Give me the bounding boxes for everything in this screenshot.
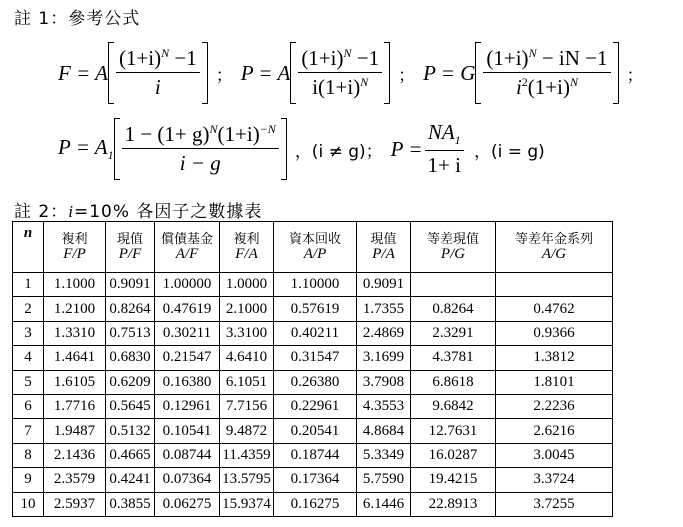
table-cell: 0.6830	[106, 346, 155, 370]
row-n-cell: 1	[13, 273, 44, 297]
note-1-heading: 註 1：參考公式	[14, 9, 141, 29]
formula-geo-exp: N	[209, 122, 218, 136]
note-2-heading: 註 2：i=10% 各因子之數據表	[14, 202, 263, 222]
table-cell: 1.1000	[44, 273, 106, 297]
table-cell: 1.6105	[44, 370, 106, 394]
header-col-8: 等差年金系列 A/G	[496, 222, 613, 273]
table-cell: 0.20541	[274, 419, 357, 443]
formula-pg-fraction	[483, 46, 610, 100]
table-cell: 0.57619	[274, 297, 357, 321]
formula-pg-den-sq: 2	[521, 75, 528, 89]
formula-pg-numerator: (1+i)	[486, 46, 529, 70]
table-cell: 0.10541	[155, 419, 220, 443]
row-n-cell: 6	[13, 394, 44, 418]
table-cell: 9.6842	[411, 394, 496, 418]
table-cell: 0.5645	[106, 394, 155, 418]
formula-geo-numerator: 1 − (1+ g)	[124, 122, 210, 146]
table-cell: 2.2236	[496, 394, 613, 418]
table-cell: 6.1051	[220, 370, 274, 394]
table-cell: 1.9487	[44, 419, 106, 443]
table-cell: 0.22961	[274, 394, 357, 418]
table-cell: 12.7631	[411, 419, 496, 443]
table-cell: 0.4762	[496, 297, 613, 321]
table-cell: 9.4872	[220, 419, 274, 443]
formula-p-denominator: i(1+i)	[312, 75, 361, 99]
formula-f-denominator: i	[154, 75, 161, 99]
header-col-1: 複利 F/P	[44, 222, 106, 273]
table-cell: 0.26380	[274, 370, 357, 394]
formula-eq-numerator-sub: 1	[454, 133, 461, 148]
interest-factor-table	[12, 221, 613, 517]
table-cell: 16.0287	[411, 443, 496, 467]
table-row	[13, 346, 613, 370]
table-cell: 6.8618	[411, 370, 496, 394]
formula-eq-denominator: 1+ i	[427, 152, 461, 177]
table-cell: 0.40211	[274, 321, 357, 345]
formula-geo-lhs: $P = A_1$	[58, 134, 114, 163]
table-cell: 1.2100	[44, 297, 106, 321]
formula-geo-denominator: i − g	[179, 151, 221, 175]
table-cell: 7.7156	[220, 394, 274, 418]
table-cell: 0.06275	[155, 492, 220, 516]
table-cell: 6.1446	[357, 492, 411, 516]
formula-p-bracket	[290, 46, 390, 100]
table-cell: 0.9366	[496, 321, 613, 345]
formula-pg-den-exp: N	[569, 75, 578, 89]
table-cell: 0.8264	[106, 297, 155, 321]
table-cell: 0.6209	[106, 370, 155, 394]
row-n-cell: 7	[13, 419, 44, 443]
table-cell: 0.31547	[274, 346, 357, 370]
formula-separator-1: ；	[215, 65, 233, 86]
table-cell: 19.4215	[411, 468, 496, 492]
table-cell: 2.1436	[44, 443, 106, 467]
table-cell: 0.16275	[274, 492, 357, 516]
table-row	[13, 419, 613, 443]
table-cell: 1.7716	[44, 394, 106, 418]
table-cell: 0.47619	[155, 297, 220, 321]
table-row	[13, 370, 613, 394]
table-cell: 1.10000	[274, 273, 357, 297]
row-n-cell: 5	[13, 370, 44, 394]
formula-geo-lhs-sub: 1	[107, 148, 114, 163]
table-cell: 0.12961	[155, 394, 220, 418]
table-cell: 5.3349	[357, 443, 411, 467]
table-cell: 1.00000	[155, 273, 220, 297]
formula-geo-exp-2: −N	[259, 122, 276, 136]
formula-geo-numerator-mid: (1+i)	[217, 122, 260, 146]
table-cell: 2.4869	[357, 321, 411, 345]
formula-f-lhs: F = A	[58, 60, 108, 85]
table-cell: 0.8264	[411, 297, 496, 321]
formula-f-fraction	[116, 46, 200, 100]
table-cell: 0.30211	[155, 321, 220, 345]
header-col-5: 資本回收 A/P	[274, 222, 357, 273]
table-cell: 0.08744	[155, 443, 220, 467]
table-cell: 4.3781	[411, 346, 496, 370]
table-cell: 1.4641	[44, 346, 106, 370]
table-cell: 0.21547	[155, 346, 220, 370]
formula-pg-den-i: i	[515, 75, 522, 99]
table-row	[13, 394, 613, 418]
table-row	[13, 321, 613, 345]
formula-separator-2: ；	[398, 65, 416, 86]
table-cell	[496, 273, 613, 297]
table-cell: 11.4359	[220, 443, 274, 467]
formula-f-numerator-tail: −1	[169, 46, 197, 70]
header-col-7: 等差現值 P/G	[411, 222, 496, 273]
table-cell: 15.9374	[220, 492, 274, 516]
formula-pg-exp: N	[528, 46, 537, 60]
table-cell: 3.7255	[496, 492, 613, 516]
table-cell: 4.8684	[357, 419, 411, 443]
table-cell: 2.5937	[44, 492, 106, 516]
table-cell: 0.5132	[106, 419, 155, 443]
table-cell: 2.3579	[44, 468, 106, 492]
table-cell: 1.0000	[220, 273, 274, 297]
formula-pg-bracket	[475, 46, 618, 100]
row-n-cell: 9	[13, 468, 44, 492]
table-cell: 0.4665	[106, 443, 155, 467]
formula-p-den-exp: N	[360, 75, 369, 89]
table-cell: 1.3812	[496, 346, 613, 370]
table-row	[13, 273, 613, 297]
table-cell: 22.8913	[411, 492, 496, 516]
table-cell: 1.7355	[357, 297, 411, 321]
table-body	[13, 273, 613, 517]
table-cell: 1.3310	[44, 321, 106, 345]
row-n-cell: 3	[13, 321, 44, 345]
formula-pg-lhs: P = G	[423, 60, 476, 85]
formula-p-lhs: P = A	[240, 60, 291, 85]
formula-geo-condition: ，(i ≠ g)；	[294, 141, 383, 162]
formula-eq-numerator: NA	[427, 120, 455, 145]
formula-geo-fraction	[122, 122, 279, 176]
table-cell: 3.1699	[357, 346, 411, 370]
row-n-cell: 4	[13, 346, 44, 370]
formula-row-2	[58, 118, 553, 180]
table-cell: 0.16380	[155, 370, 220, 394]
header-col-4: 複利 F/A	[220, 222, 274, 273]
table-cell: 3.0045	[496, 443, 613, 467]
formula-pg-numerator-tail: − iN −1	[536, 46, 608, 70]
formula-f-bracket	[108, 46, 208, 100]
row-n-cell: 2	[13, 297, 44, 321]
formula-f-exp: N	[161, 46, 170, 60]
formula-geo-bracket	[114, 122, 287, 176]
table-cell: 5.7590	[357, 468, 411, 492]
header-col-6: 現值 P/A	[357, 222, 411, 273]
table-cell: 2.6216	[496, 419, 613, 443]
formula-f-numerator: (1+i)	[118, 46, 162, 70]
table-cell: 13.5795	[220, 468, 274, 492]
table-cell: 3.7908	[357, 370, 411, 394]
table-cell: 2.1000	[220, 297, 274, 321]
formula-eq-condition: ，(i = g)	[473, 141, 545, 162]
table-cell: 0.18744	[274, 443, 357, 467]
table-cell: 0.07364	[155, 468, 220, 492]
table-row	[13, 492, 613, 516]
table-cell: 0.17364	[274, 468, 357, 492]
formula-row-1	[58, 42, 652, 104]
table-row	[13, 443, 613, 467]
formula-p-fraction	[298, 46, 382, 100]
header-col-2: 現值 P/F	[106, 222, 155, 273]
table-cell: 0.7513	[106, 321, 155, 345]
formula-eq-lhs: P =	[390, 136, 423, 161]
formula-separator-3: ；	[626, 65, 644, 86]
table-cell: 3.3724	[496, 468, 613, 492]
formula-p-numerator: (1+i)	[301, 46, 344, 70]
table-row	[13, 297, 613, 321]
table-cell	[411, 273, 496, 297]
formula-p-numerator-tail: −1	[351, 46, 380, 70]
row-n-cell: 8	[13, 443, 44, 467]
header-col-3: 償債基金 A/F	[155, 222, 220, 273]
table-cell: 4.6410	[220, 346, 274, 370]
table-cell: 0.9091	[357, 273, 411, 297]
table-cell: 4.3553	[357, 394, 411, 418]
table-cell: 1.8101	[496, 370, 613, 394]
table-cell: 2.3291	[411, 321, 496, 345]
table-cell: 0.4241	[106, 468, 155, 492]
table-row	[13, 468, 613, 492]
formula-pg-den-tail: (1+i)	[527, 75, 570, 99]
table-header-row	[13, 222, 613, 273]
table-cell: 3.3100	[220, 321, 274, 345]
formula-p-exp: N	[343, 46, 352, 60]
table-cell: 0.9091	[106, 273, 155, 297]
row-n-cell: 10	[13, 492, 44, 516]
header-n: n	[13, 222, 44, 273]
formula-eq-fraction	[425, 120, 464, 177]
table-cell: 0.3855	[106, 492, 155, 516]
